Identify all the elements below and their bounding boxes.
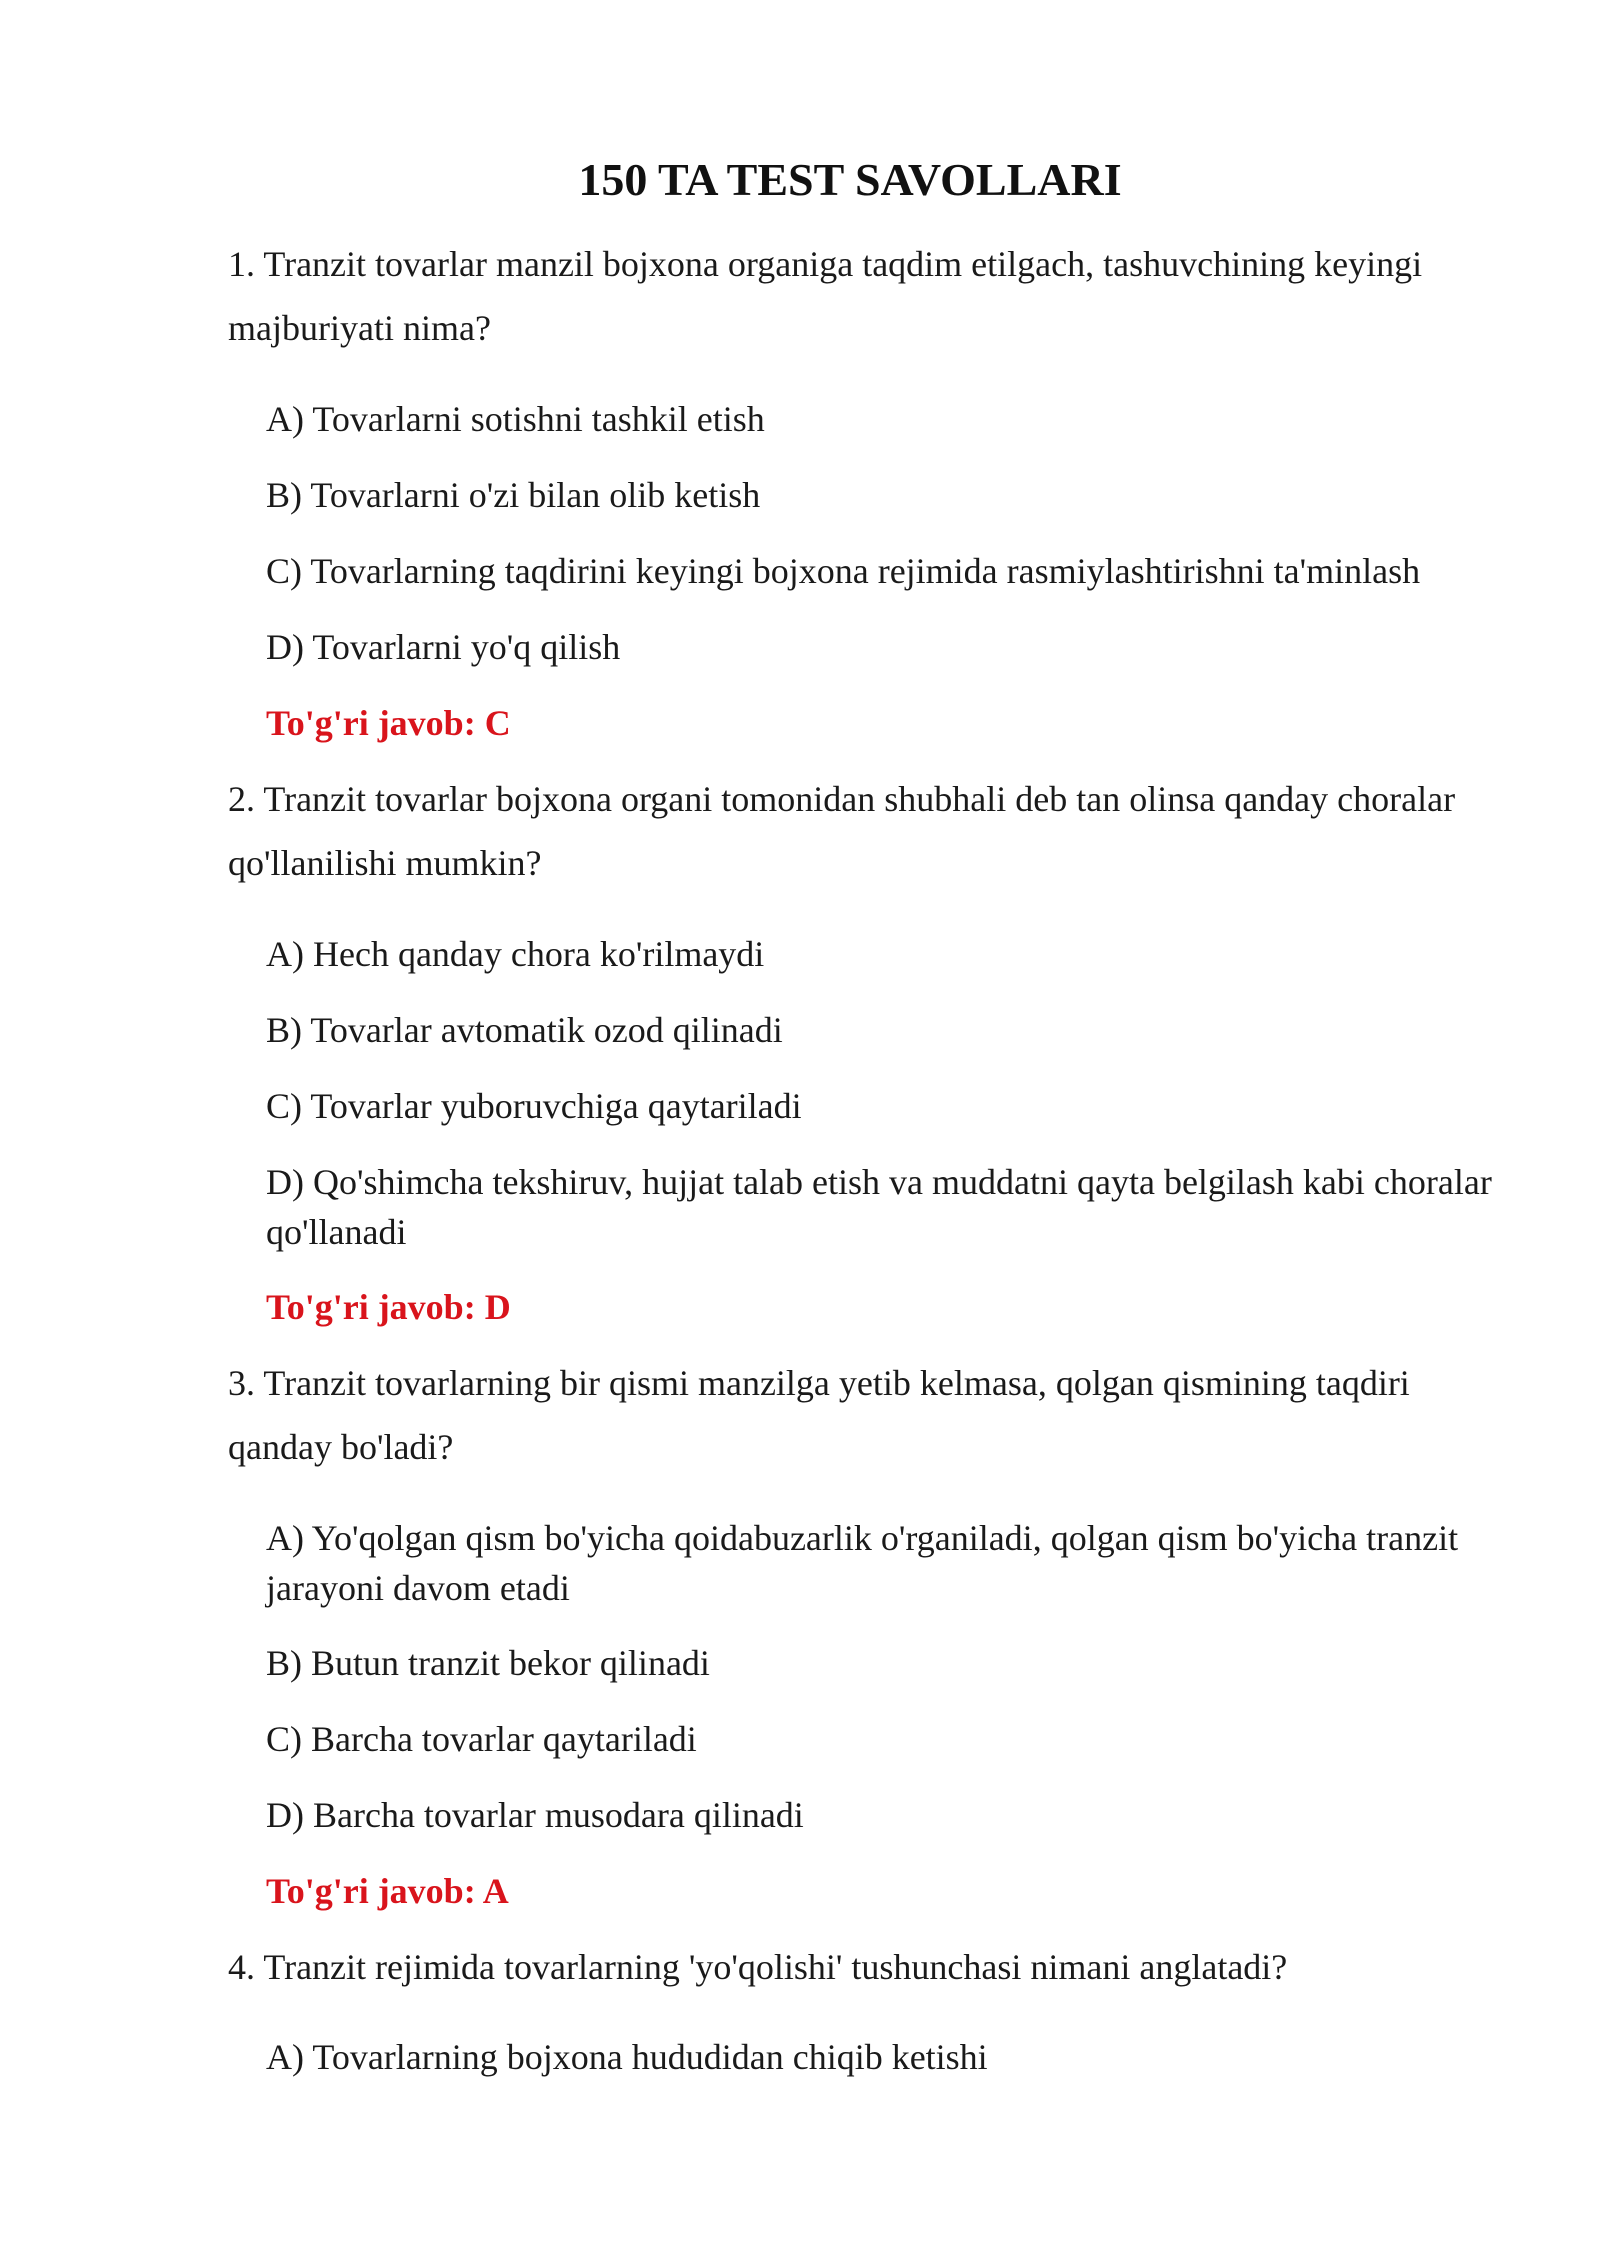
question-3-option-d: D) Barcha tovarlar musodara qilinadi [266, 1795, 804, 1835]
question-2-option-d: D) Qo'shimcha tekshiruv, hujjat talab etish va muddatni qayta belgilash kabi choralar qo'llanadi [266, 1162, 1492, 1252]
question-1-option-b: B) Tovarlarni o'zi bilan olib ketish [266, 475, 761, 515]
question-3-option-a: A) Yo'qolgan qism bo'yicha qoidabuzarlik o'rganiladi, qolgan qism bo'yicha tranzit jarayoni davom etadi [266, 1518, 1459, 1608]
question-3-option-b: B) Butun tranzit bekor qilinadi [266, 1643, 710, 1683]
question-3-answer: To'g'ri javob: A [266, 1871, 509, 1911]
question-4-text: 4. Tranzit rejimida tovarlarning 'yo'qolishi' tushunchasi nimani anglatadi? [228, 1947, 1288, 1987]
question-1-text: 1. Tranzit tovarlar manzil bojxona organiga taqdim etilgach, tashuvchining keyingi majburiyati nima? [228, 244, 1423, 348]
question-1-option-c: C) Tovarlarning taqdirini keyingi bojxona rejimida rasmiylashtirishni ta'minlash [266, 551, 1421, 591]
question-3-option-c: C) Barcha tovarlar qaytariladi [266, 1719, 697, 1759]
question-3-text: 3. Tranzit tovarlarning bir qismi manzilga yetib kelmasa, qolgan qismining taqdiri qanday bo'ladi? [228, 1363, 1410, 1467]
question-1-option-d: D) Tovarlarni yo'q qilish [266, 627, 621, 667]
question-4-option-a: A) Tovarlarning bojxona hududidan chiqib ketishi [266, 2037, 988, 2077]
question-2-answer: To'g'ri javob: D [266, 1287, 511, 1327]
document-title: 150 TA TEST SAVOLLARI [578, 154, 1122, 205]
question-2-option-b: B) Tovarlar avtomatik ozod qilinadi [266, 1010, 783, 1050]
question-1-answer: To'g'ri javob: C [266, 703, 511, 743]
question-2-text: 2. Tranzit tovarlar bojxona organi tomonidan shubhali deb tan olinsa qanday choralar qo'llanilishi mumkin? [228, 779, 1456, 883]
question-2-option-a: A) Hech qanday chora ko'rilmaydi [266, 934, 765, 974]
question-2-option-c: C) Tovarlar yuboruvchiga qaytariladi [266, 1086, 802, 1126]
question-1-option-a: A) Tovarlarni sotishni tashkil etish [266, 399, 765, 439]
